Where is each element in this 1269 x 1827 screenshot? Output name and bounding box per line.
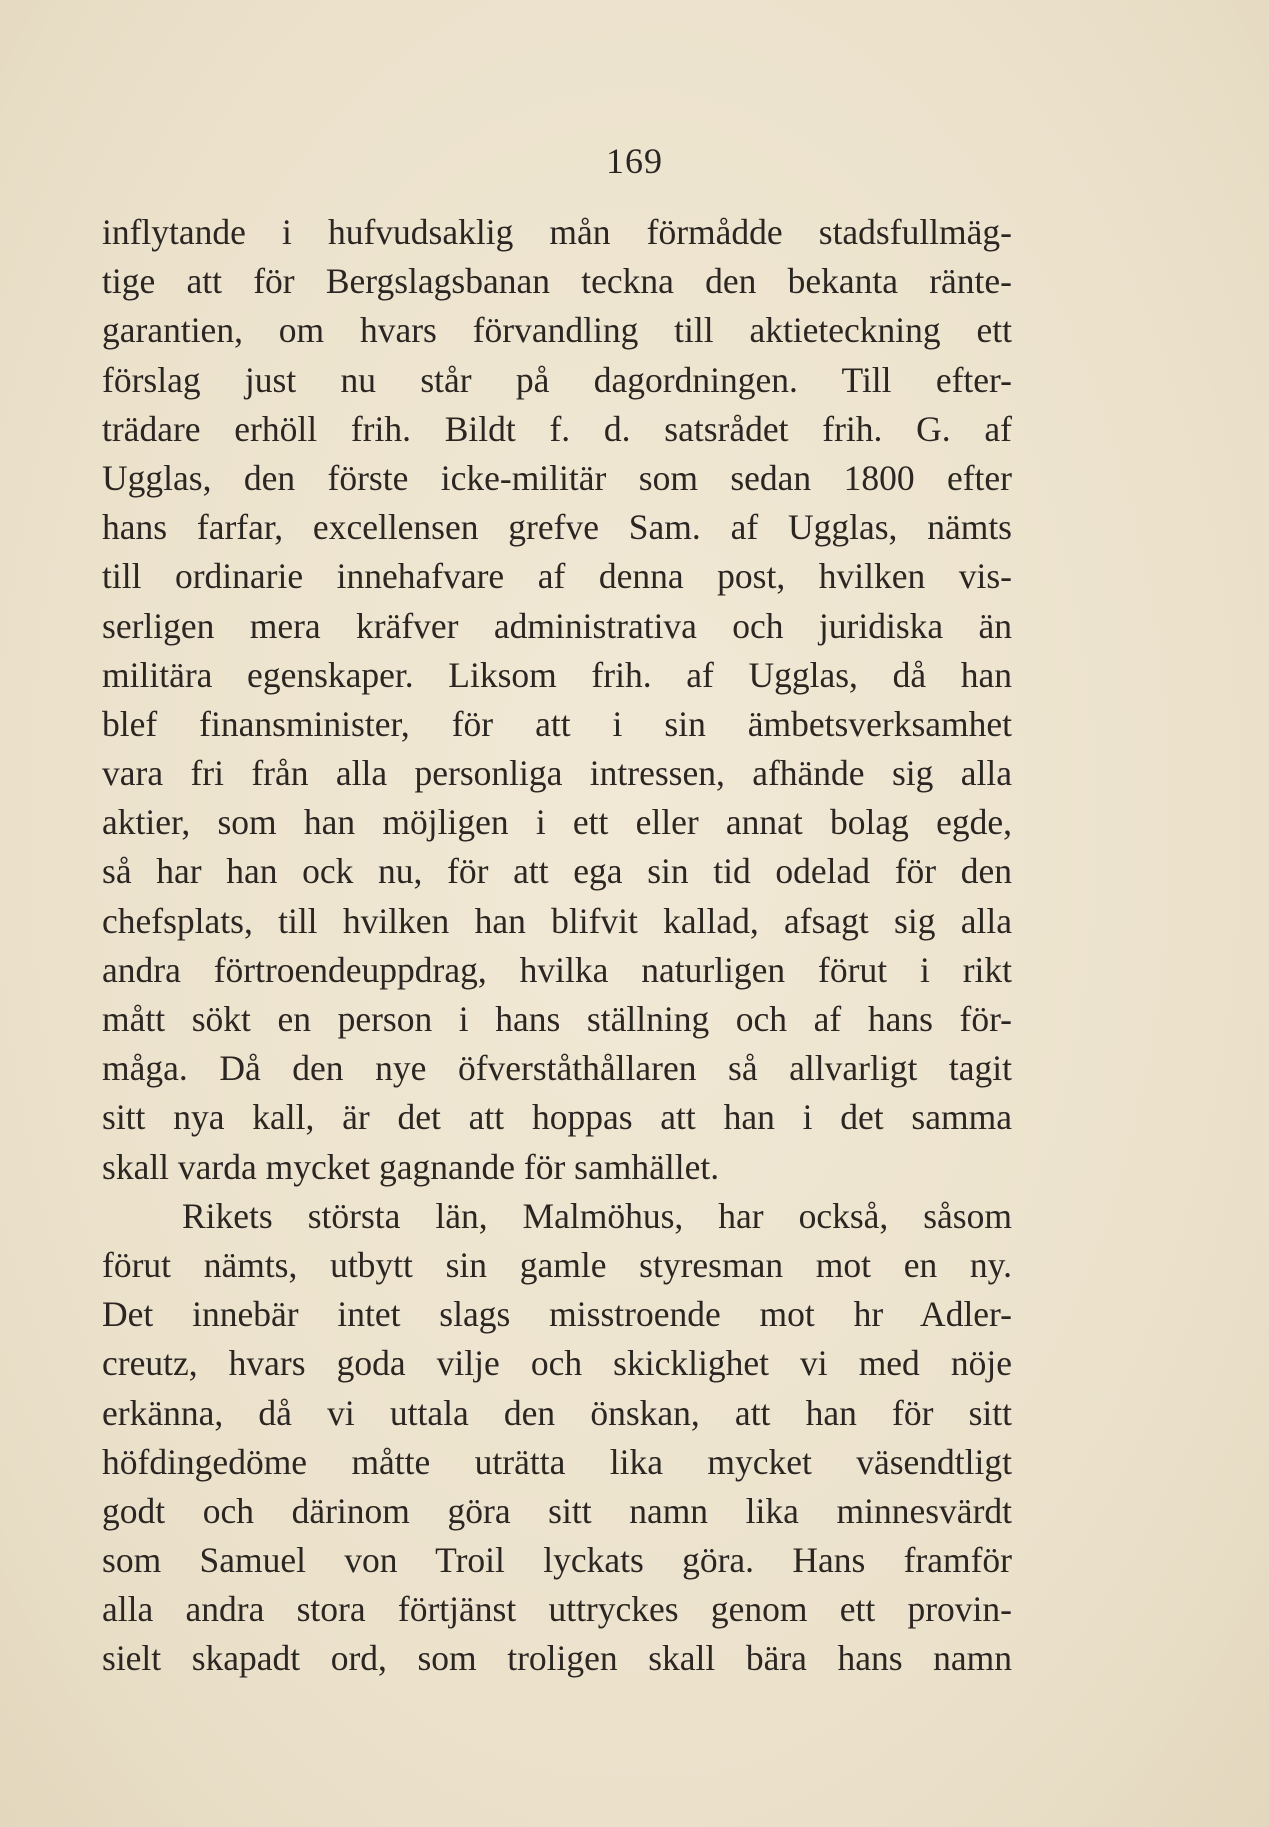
- text-line: chefsplats, till hvilken han blifvit kallad, afsagt sig alla: [102, 900, 1012, 941]
- text-line: Det innebär intet slags misstroende mot hr Adler-: [102, 1294, 1012, 1335]
- text-line: förut nämts, utbytt sin gamle styresman mot en ny.: [102, 1244, 1012, 1285]
- text-line: alla andra stora förtjänst uttryckes genom ett provin-: [102, 1589, 1012, 1630]
- text-line: så har han ock nu, för att ega sin tid odelad för den: [102, 851, 1012, 892]
- text-line: måga. Då den nye öfverståthållaren så allvarligt tagit: [102, 1048, 1012, 1089]
- text-line: Ugglas, den förste icke-militär som sedan 1800 efter: [102, 457, 1012, 498]
- text-line: blef finansminister, för att i sin ämbetsverksamhet: [102, 703, 1012, 744]
- text-line: vara fri från alla personliga intressen, afhände sig alla: [102, 753, 1012, 794]
- text-line: till ordinarie innehafvare af denna post, hvilken vis-: [102, 556, 1012, 597]
- paragraph-start-line: Rikets största län, Malmöhus, har också, såsom: [182, 1195, 1012, 1236]
- text-line: aktier, som han möjligen i ett eller annat bolag egde,: [102, 802, 1012, 843]
- text-line: mått sökt en person i hans ställning och af hans för-: [102, 999, 1012, 1039]
- text-line: tige att för Bergslagsbanan teckna den bekanta ränte-: [102, 261, 1012, 302]
- text-line: inflytande i hufvudsaklig mån förmådde stadsfullmäg-: [102, 212, 1012, 252]
- text-line: som Samuel von Troil lyckats göra. Hans framför: [102, 1540, 1012, 1581]
- text-line: godt och därinom göra sitt namn lika minnesvärdt: [102, 1490, 1012, 1531]
- text-line: förslag just nu står på dagordningen. Till efter-: [102, 359, 1012, 400]
- text-line: serligen mera kräfver administrativa och juridiska än: [102, 605, 1012, 646]
- page-number: 169: [606, 141, 663, 181]
- text-line: sitt nya kall, är det att hoppas att han i det samma: [102, 1097, 1012, 1138]
- text-line: höfdingedöme måtte uträtta lika mycket väsendtligt: [102, 1441, 1012, 1482]
- paragraph-end-line: skall varda mycket gagnande för samhället.: [102, 1146, 720, 1187]
- text-line: hans farfar, excellensen grefve Sam. af Ugglas, nämts: [102, 507, 1012, 548]
- text-line: sielt skapadt ord, som troligen skall bära hans namn: [102, 1638, 1012, 1679]
- text-line: creutz, hvars goda vilje och skicklighet vi med nöje: [102, 1343, 1012, 1384]
- text-line: trädare erhöll frih. Bildt f. d. satsrådet frih. G. af: [102, 408, 1012, 449]
- text-line: militära egenskaper. Liksom frih. af Ugglas, då han: [102, 654, 1012, 695]
- body-text: [102, 208, 1012, 1684]
- text-line: garantien, om hvars förvandling till aktieteckning ett: [102, 310, 1012, 351]
- text-line: andra förtroendeuppdrag, hvilka naturligen förut i rikt: [102, 949, 1012, 990]
- text-line: erkänna, då vi uttala den önskan, att han för sitt: [102, 1392, 1012, 1433]
